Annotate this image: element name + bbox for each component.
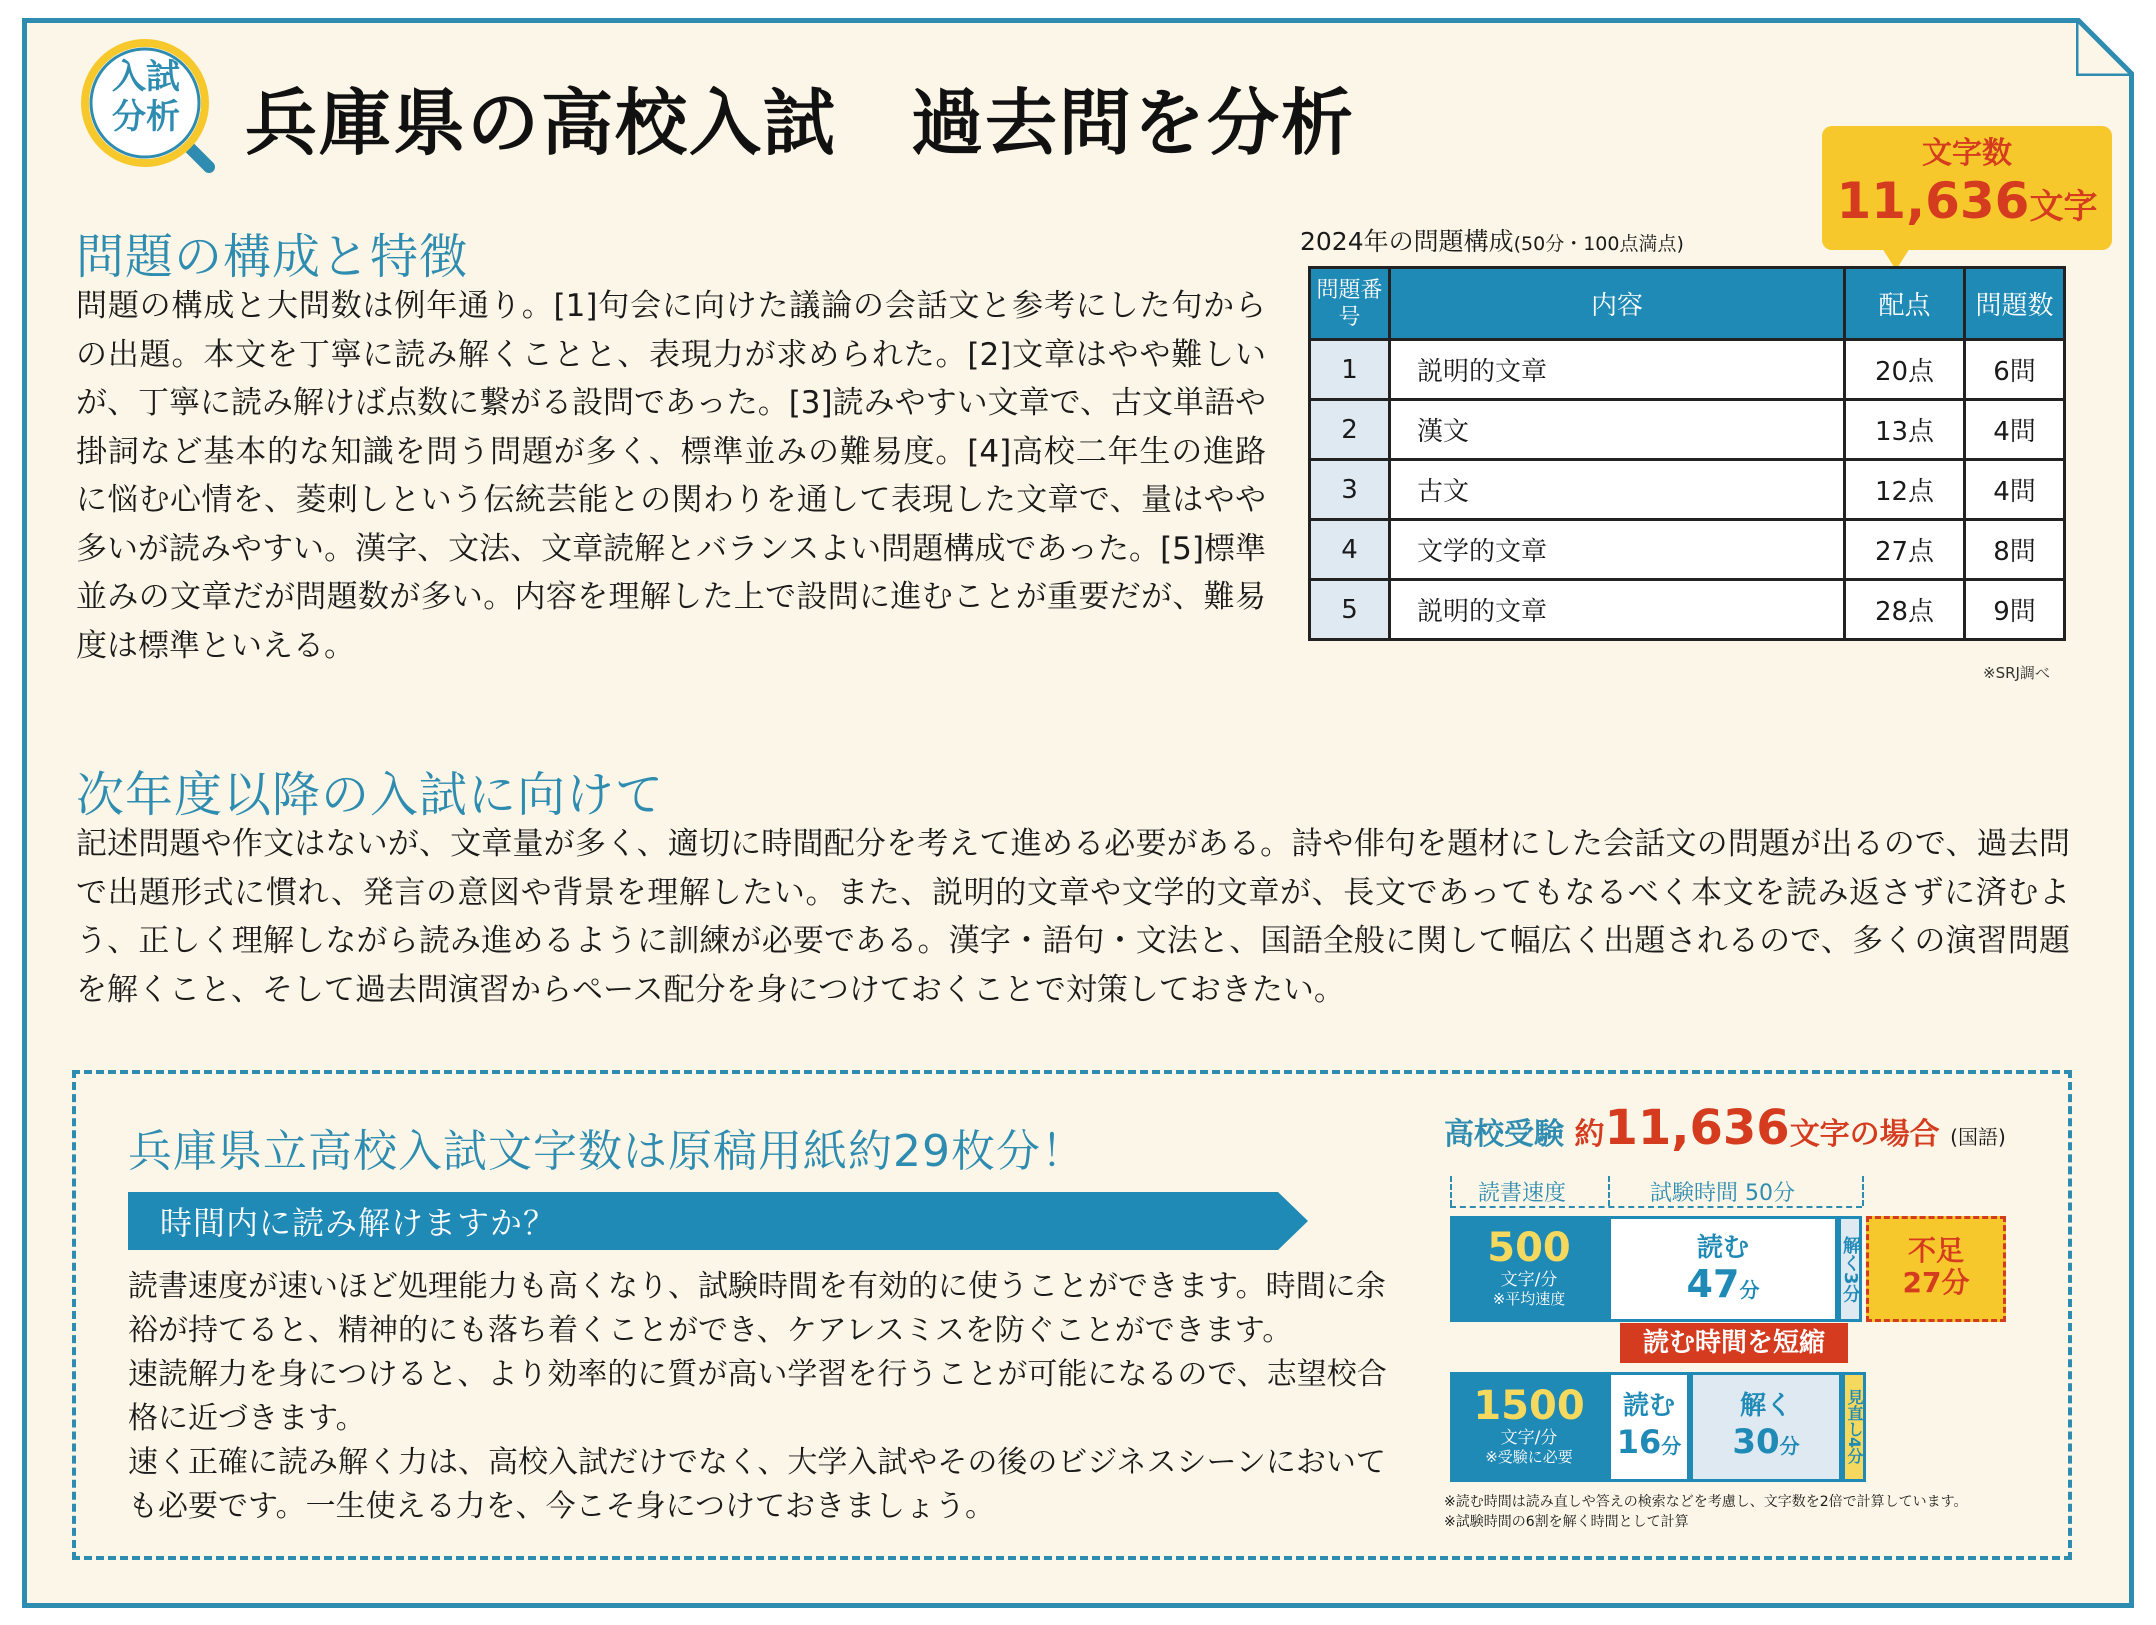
label-exam-time: 試験時間 50分 [1650,1181,1795,1206]
shortage-cell [1866,1216,2006,1322]
row-content: 文学的文章 [1390,520,1845,580]
table-row [1310,580,2065,640]
ribbon-label: 時間内に読み解けますか？ [160,1204,557,1242]
header-points: 配点 [1845,268,1965,340]
read-time-cell [1608,1216,1838,1322]
reading-speed-diagram [1440,1100,2060,1540]
structure-heading: 問題の構成と特徴 [76,229,469,285]
folded-corner-icon [2076,18,2134,76]
structure-paragraph: 問題の構成と大問数は例年通り。[1]句会に向けた議論の会話文と参考にした句からの出題。本文を丁寧に読み解くことと、表現力が求められた。[2]文章はやや難しいが、丁寧に読み解けば点数に繋がる設問であった。[3]読みやすい文章で、古文単語や掛詞など基本的な知識を問う問題が多く、標準並みの難易度。[4]高校二年生の進路に悩む心情を、菱刺しという伝統芸能との関わりを通して表現した文章で、量はやや多いが読みやすい。漢字、文法、文章読解とバランスよい問題構成であった。[5]標準並みの文章だが問題数が多い。内容を理解した上で設問に進むことが重要だが、難易度は標準といえる。 [76,288,1266,664]
box-paragraphs [128,1265,1388,1529]
solve-label: 解く [1739,1391,1792,1421]
table-row [1310,520,2065,580]
box-paragraph: 速読解力を身につけると、より効率的に質が高い学習を行うことが可能になるので、志望校合格に近づきます。 [128,1357,1387,1436]
table-row [1310,460,2065,520]
read-time-cell [1608,1372,1690,1482]
diagram-heading-prefix: 高校受験 [1444,1117,1564,1152]
row-content: 説明的文章 [1390,340,1845,400]
divider [1450,1176,1452,1206]
diagram-notes [1444,1492,1968,1532]
speed-unit: 文字/分 [1500,1270,1558,1290]
read-label: 読む [1622,1391,1675,1421]
exam-analysis-badge [77,35,217,175]
next-year-heading: 次年度以降の入試に向けて [76,767,665,823]
solve-value [1693,1421,1839,1467]
speed-value: 500 [1487,1225,1571,1271]
solve-minutes: 30 [1732,1422,1780,1462]
label-reading-speed: 読書速度 [1478,1181,1567,1206]
review-vertical-label: 見直し4分 [1845,1389,1864,1465]
row-count: 4問 [1965,460,2065,520]
divider [1450,1206,1862,1208]
question-structure-table [1308,266,2066,641]
solve-vertical-label: 解く3分 [1840,1235,1861,1303]
row-points: 27点 [1845,520,1965,580]
row-points: 13点 [1845,400,1965,460]
row-points: 12点 [1845,460,1965,520]
box-paragraph: 読書速度が速いほど処理能力も高くなり、試験時間を有効的に使うことができます。時間に余裕が持てると、精神的にも落ち着くことができ、ケアレスミスを防ぐことができます。 [128,1269,1386,1348]
row-number: 1 [1310,340,1390,400]
diagram-heading-number: 11,636 [1604,1100,1790,1156]
diagram-note: ※試験時間の6割を解く時間として計算 [1444,1514,1689,1530]
row-count: 6問 [1965,340,2065,400]
callout-label: 文字数 [1922,136,2012,171]
row-points: 20点 [1845,340,1965,400]
solve-unit: 分 [1779,1434,1800,1458]
row-count: 4問 [1965,400,2065,460]
diagram-heading [1444,1100,2006,1156]
speed-note: ※受験に必要 [1485,1448,1573,1466]
read-minutes: 16 [1616,1423,1662,1461]
row-number: 2 [1310,400,1390,460]
row-number: 5 [1310,580,1390,640]
read-unit: 分 [1739,1278,1760,1302]
callout-unit: 文字 [2029,187,2098,227]
diagram-heading-approx: 約 [1574,1117,1605,1152]
table-row [1310,340,2065,400]
row-content: 古文 [1390,460,1845,520]
speed-unit: 文字/分 [1500,1428,1558,1448]
speed-average-cell [1450,1216,1608,1322]
read-value [1611,1263,1835,1311]
row-points: 28点 [1845,580,1965,640]
row-content: 説明的文章 [1390,580,1845,640]
diagram-heading-subject: (国語) [1950,1125,2006,1149]
row-count: 8問 [1965,520,2065,580]
read-label: 読む [1696,1233,1749,1263]
next-year-paragraph: 記述問題や作文はないが、文章量が多く、適切に時間配分を考えて進める必要がある。詩や俳句を題材にした会話文の問題が出るので、過去問で出題形式に慣れ、発言の意図や背景を理解したい。また、説明的文章や文学的文章が、長文であってもなるべく本文を読み返さずに済むよう、正しく理解しながら読み進めるように訓練が必要である。漢字・語句・文法と、国語全般に関して幅広く出題されるので、多くの演習問題を解くこと、そして過去問演習からペース配分を身につけておくことで対策しておきたい。 [76,826,2070,1008]
solve-time-cell [1690,1372,1842,1482]
divider [1608,1176,1610,1206]
row-number: 4 [1310,520,1390,580]
read-minutes: 47 [1686,1262,1740,1306]
divider [1862,1176,1864,1206]
header-content: 内容 [1390,268,1845,340]
row-number: 3 [1310,460,1390,520]
diagram-heading-suffix: 文字の場合 [1789,1117,1940,1152]
table-caption [1300,222,1684,258]
callout-value [1822,172,2112,236]
row-count: 9問 [1965,580,2065,640]
shortage-value: 27分 [1902,1266,1970,1299]
solve-time-cell [1838,1216,1862,1322]
callout-number: 11,636 [1836,172,2030,230]
table-row [1310,400,2065,460]
page-title: 兵庫県の高校入試 過去問を分析 [245,81,1356,165]
speed-note: ※平均速度 [1492,1290,1566,1308]
table-caption-note: (50分・100点満点) [1513,233,1684,255]
table-header-row [1310,268,2065,340]
diagram-note: ※読む時間は読み直しや答えの検索などを考慮し、文字数を2倍で計算しています。 [1444,1494,1968,1510]
badge-label: 入試 分析 [112,57,180,137]
read-value [1611,1421,1687,1467]
row-content: 漢文 [1390,400,1845,460]
box-title: 兵庫県立高校入試文字数は原稿用紙約29枚分！ [128,1126,1086,1177]
speed-required-cell [1450,1372,1608,1482]
header-count: 問題数 [1965,268,2065,340]
source-note: ※SRJ調べ [1983,664,2050,682]
shorten-reading-time-label: 読む時間を短縮 [1620,1323,1848,1363]
box-paragraph: 速く正確に読み解く力は、高校入試だけでなく、大学入試やその後のビジネスシーンにおいても必要です。一生使える力を、今こそ身につけておきましょう。 [128,1445,1386,1524]
shortage-label: 不足 [1907,1234,1964,1267]
speed-value: 1500 [1473,1383,1585,1429]
table-caption-title: 2024年の問題構成 [1300,227,1514,256]
read-unit: 分 [1661,1434,1682,1458]
header-number: 問題番号 [1310,268,1390,340]
review-time-cell [1842,1372,1866,1482]
char-count-callout [1822,126,2112,250]
